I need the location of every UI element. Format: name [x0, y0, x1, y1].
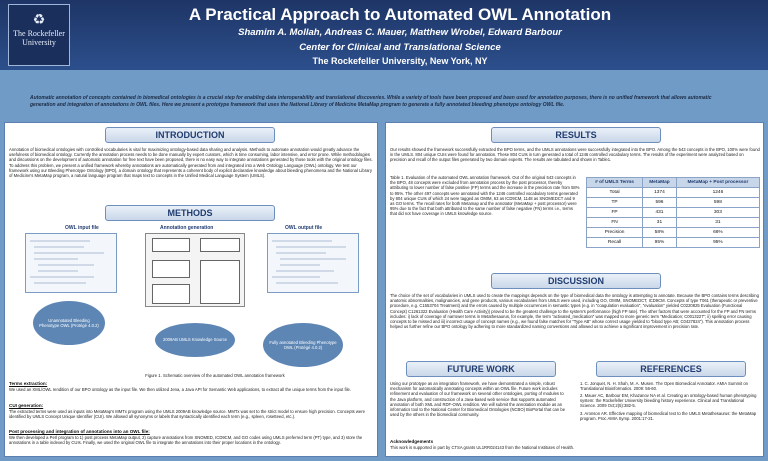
- reference-item: 1. C. Jonquet, N. H. Shah, M. A. Musen. The Open Biomedical Annotator. AMIA Summit on Translational Bioinformatics. 2009: 56-60.: [580, 381, 748, 392]
- table-cell: 1246: [676, 188, 759, 198]
- future-work-header: FUTURE WORK: [406, 361, 556, 377]
- table-cell: 598: [676, 198, 759, 208]
- right-panel: [385, 122, 764, 457]
- node-umls-knowledge-source: 2009AB UMLS Knowledge Source: [155, 323, 235, 357]
- discussion-header: DISCUSSION: [491, 273, 661, 289]
- owl-output-screenshot: [267, 233, 359, 293]
- introduction-header: INTRODUCTION: [105, 127, 275, 143]
- results-text: Our results showed the framework successfully extracted the BPO terms, and the UMLS annotations were successfully integrated into the BPO. Among the 543 concepts in the BPO, 100% were found in the UMLS. 804 unique CUIs were found for annotation. These 804 CUIs in turn generated a total of 1246 controlled vocabulary terms. The results of the experiment were analyzed based on precision and recall of the output files generated by two domain experts. The results are tabulated and shown in Table1.: [390, 147, 760, 163]
- table-row: [587, 198, 760, 208]
- figure-caption: Figure 1. Schematic overview of the automated OWL annotation framework: [145, 373, 285, 378]
- table-cell: FN: [587, 218, 643, 228]
- table-cell: 31: [676, 218, 759, 228]
- university-logo: [8, 4, 70, 66]
- annotation-flowchart: [145, 233, 245, 307]
- owl-input-screenshot: [25, 233, 117, 293]
- terms-extraction-text: We used an XML/OWL rendition of our BPO ontology as the input file. We then utilized Jena, a Java API for Semantic Web applications, to extract all the unique terms from the input file.: [9, 387, 352, 392]
- table-cell: FP: [587, 208, 643, 218]
- discussion-text: The choice of the set of vocabularies in UMLS used to create the mappings depends on the type of biomedical data the ontology is attempting to annotate. Because the BPO contains terms describing anatomic abnormalities, malignancies, and gene products, various vocabularies from UMLS were used, including GO, OMIM, SNOMEDCT, ICD9CM. Concepts of type T061 (therapeutic or preventive procedure, e.g. C1553704 Treatment) and the errors caused by multiple occurrences in semantic types (e.g. in "coagulation evaluation", "evaluation" yielded C0220825 Evaluation (Functional Concept) C1261322 Evaluation (Health Care Activity)) proved to be the greatest challenge to the system's performance (high FP rate). The other factors that were accounted for the FP and FN terms includes: i) lack of coverage of narrower terms in Metathesaurus, for example, the term "activated_medication" was mapped to more generic term "Medication; C0013227"; ii) spelling error causing concepts to be missed and iii) incorrect usage of concept names (e.g., we found false matches for "Type AB" whose correct usage yielded to "blood type AB; C0427824"). This annotation process helped us further refine our BPO ontology by adhering to more standardized naming conventions and allowed us to achieve a significant improvement in precision rate.: [390, 293, 759, 330]
- table-cell: 303: [676, 208, 759, 218]
- table-cell: 1374: [643, 188, 677, 198]
- table-cell: 95%: [676, 238, 759, 248]
- introduction-text: Annotation of biomedical ontologies with controlled vocabularies is vital for maximizing ontology-based data sharing and analysis. Methods to automate annotation would greatly advance the usefulness of biomedical ontology. Currently the annotation process needs to be done manually by expert curators, which is time consuming, labor intensive, and error prone. While methodologies and discussions on the development of automatic annotation for free text have been proposed, there is no easy way to integrate annotations generated by those tools with the original ontology files. To address this problem, we present a unified framework whereby annotations are automatically generated from and integrated into a Web Ontology Language (OWL) ontology. We test our framework using our Bleeding Phenotype Ontology (BPO), a domain ontology that represents a coherent body of explicit declarative knowledge about bleeding phenomena and the National Library of Medicine's MetaMap program, a natural language program that maps text to concepts in the Unified Medical Language System (UMLS).: [9, 147, 373, 179]
- table-row: [587, 188, 760, 198]
- acknowledgements-text: This work is supported in part by CTSA grants UL1RR024143 from the National Institutes of Health.: [390, 445, 575, 450]
- poster-title: A Practical Approach to Automated OWL Annotation: [188, 5, 612, 24]
- table-row: [587, 228, 760, 238]
- table-cell: 31: [643, 218, 677, 228]
- table-header: # of UMLS Terms: [587, 178, 643, 188]
- reference-item: 2. Mauer AC, Barbour EM, Khazanov NA et al. Creating an ontology-based human phenotyping system: the Rockefeller University bleeding history experience. Clinical and Translational Science. 2009 Oct;2(5):382-5.: [580, 393, 757, 409]
- terms-extraction-heading: Terms extraction:: [9, 381, 48, 386]
- table-header-row: [587, 178, 760, 188]
- table-header: MetaMap: [643, 178, 677, 188]
- logo-text: The Rockefeller University: [13, 29, 65, 47]
- table-cell: 596: [643, 198, 677, 208]
- table-row: [587, 218, 760, 228]
- table-cell: Recall: [587, 238, 643, 248]
- abstract: Automatic annotation of concepts contained in biomedical ontologies is a crucial step for enabling data interoperability and translational discoveries. While a variety of tools have been proposed and been used for annotation purposes, there is no unified framework that allows automatic generation and integration of annotations in OWL files. Here we present a prototype framework that uses the National Library of Medicine MetaMap program to generate a fully annotated bleeding phenotype ontology OWL file.: [30, 95, 712, 108]
- evaluation-table: [586, 177, 760, 248]
- table-row: [587, 208, 760, 218]
- poster-banner: [0, 0, 768, 70]
- table-caption: Table 1. Evaluation of the automated OWL annotation framework. Out of the original 543 concepts in the BPO, 48 concepts were excluded from annotation process by the post processor, thereby attributing to lower number of false positive (FP) terms and the increase in the precision rate from 58% to 95%. The other 497 concepts were annotated with the 1246 controlled vocabulary terms generated by 804 unique CUIs of which 24 were tagged as OMIM, 63 as ICD9CM, 1148 as SNOMEDCT and 9 as GO terms. The recall rates for both Metamap and the annotator (MetaMap + post processor) were 95% due to the fact that both attributed to the same number of false negative (FN) terms i.e., terms that did not have coverage in UMLS knowledge source.: [390, 175, 580, 217]
- post-processing-text: We then developed a Perl program to 1) post process MetaMap output, 2) capture annotations from SNOMED, ICD9CM, and GO codes using UMLS preferred term (PT) type, and 3) store the annotations in a table indexed by CUIs. Finally, we used the original OWL file to integrate the annotations into their proper locations in the ontology.: [9, 435, 363, 446]
- table-cell: TP: [587, 198, 643, 208]
- node-annotated-owl: Fully annotated Bleeding Phenotype OWL (Protégé 4.0.2): [263, 323, 343, 367]
- reference-item: 3. Aronson AR. Effective mapping of biomedical text to the UMLS Metathesaurus: the MetaMap program. Proc AMIA Symp. 2001:17-21.: [580, 411, 757, 422]
- table-cell: 58%: [643, 228, 677, 238]
- poster-authors: Shamim A. Mollah, Andreas C. Mauer, Matthew Wrobel, Edward Barbour: [238, 27, 562, 38]
- logo-crest-icon: ♻: [32, 13, 46, 28]
- methods-header: METHODS: [105, 205, 275, 221]
- table-cell: Total: [587, 188, 643, 198]
- annotation-generation-label: Annotation generation: [160, 225, 214, 231]
- table-cell: 66%: [676, 228, 759, 238]
- table-header: MetaMap + Post processor: [676, 178, 759, 188]
- cui-generation-text: The extracted terms were used as inputs into MetaMap's MMTx program using the UMLS 2009AB knowledge source. MMTx was set to the strict model to ensure high precision. Concepts were identified by UMLS Concept Unique Identifier (CUI). We allowed all synonyms or labels that syntactically identified each term (e.g., spleen, rosetteed, etc.).: [9, 409, 365, 420]
- left-panel: [4, 122, 378, 457]
- acknowledgements-heading: Acknowledgements: [390, 439, 434, 444]
- table-cell: 95%: [643, 238, 677, 248]
- cui-generation-heading: CUI generation:: [9, 403, 44, 408]
- owl-output-label: OWL output file: [285, 225, 323, 231]
- owl-input-label: OWL input file: [65, 225, 99, 231]
- table-row: [587, 238, 760, 248]
- table-cell: Precision: [587, 228, 643, 238]
- future-work-text: Using our prototype as an integration framework, we have demonstrated a simple, robust mechanism for automatically annotating concepts within an OWL file. Future work includes refinement and evaluation of our framework on several other ontologies, porting of modules to the Java platform, and construction of a Java-based web service that supports automated annotation of both XML and RDF-OWL rendition. We will submit the annotation module as an informatics tool to the National Center for Biomedical Ontologies (NCBO) BioPortal that can be used by the others in the biomedical community.: [390, 381, 566, 418]
- node-unannotated-owl: Unannotated Bleeding Phenotype OWL (Protégé 4.0.2): [33, 301, 105, 345]
- poster-center: Center for Clinical and Translational Science: [299, 42, 501, 53]
- results-header: RESULTS: [491, 127, 661, 143]
- poster-university: The Rockefeller University, New York, NY: [312, 56, 488, 66]
- post-processing-heading: Post processing and integration of annotations into an OWL file:: [9, 429, 150, 434]
- references-header: REFERENCES: [596, 361, 746, 377]
- table-cell: 431: [643, 208, 677, 218]
